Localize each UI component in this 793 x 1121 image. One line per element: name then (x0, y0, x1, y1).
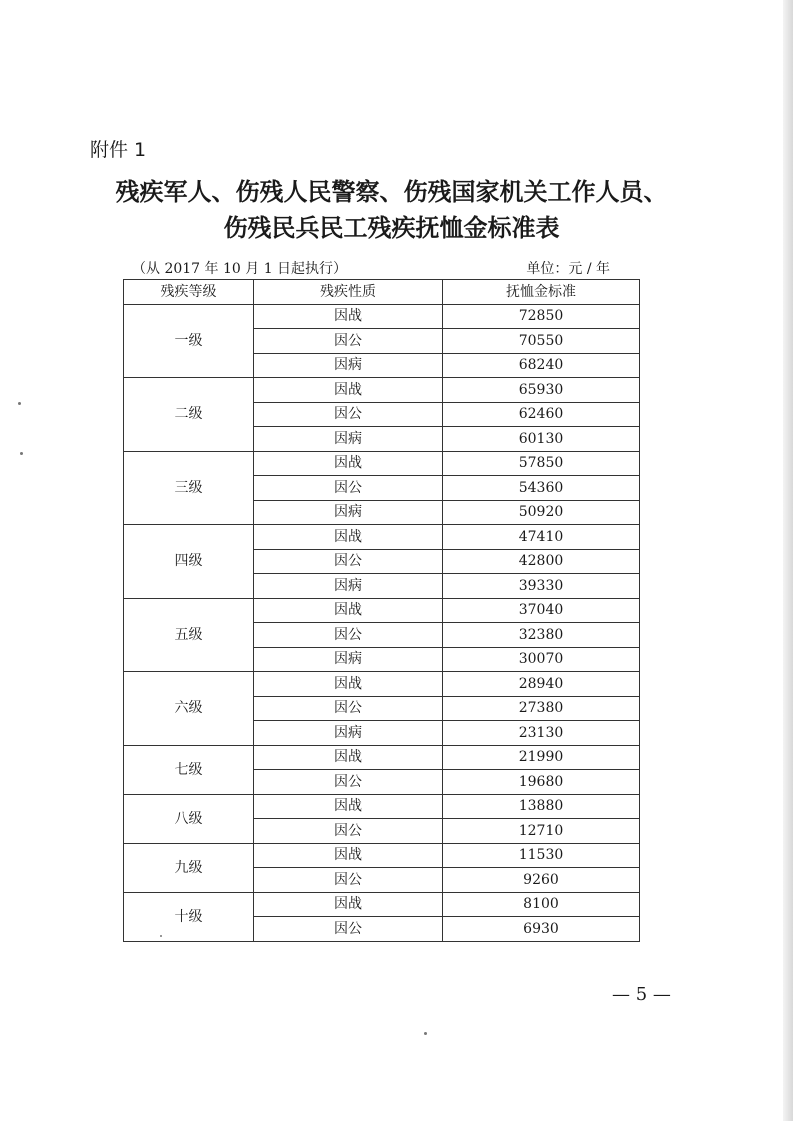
table-row (124, 451, 640, 476)
disability-nature-cell: 因战 (254, 672, 443, 697)
disability-nature-cell: 因公 (254, 819, 443, 844)
pension-amount-cell: 32380 (443, 623, 640, 648)
header-pension-amount: 抚恤金标准 (443, 280, 640, 305)
disability-level-cell: 四级 (124, 525, 254, 599)
table-row (124, 745, 640, 770)
effective-date-note: （从 2017 年 10 月 1 日起执行） (132, 261, 348, 277)
disability-level-cell: 八级 (124, 794, 254, 843)
table-header-row (124, 280, 640, 305)
table-row (124, 598, 640, 623)
scan-speck (424, 1032, 427, 1035)
pension-amount-cell: 23130 (443, 721, 640, 746)
table-row (124, 525, 640, 550)
pension-amount-cell: 54360 (443, 476, 640, 501)
scan-edge (783, 0, 793, 1121)
scan-speck (18, 402, 21, 405)
pension-amount-cell: 57850 (443, 451, 640, 476)
unit-note: 单位：元 / 年 (526, 261, 610, 277)
table-row (124, 843, 640, 868)
pension-amount-cell: 30070 (443, 647, 640, 672)
pension-amount-cell: 50920 (443, 500, 640, 525)
table-row (124, 304, 640, 329)
table-row (124, 794, 640, 819)
disability-level-cell: 一级 (124, 304, 254, 378)
pension-amount-cell: 12710 (443, 819, 640, 844)
pension-amount-cell: 11530 (443, 843, 640, 868)
attachment-label: 附件 1 (90, 139, 147, 161)
pension-amount-cell: 37040 (443, 598, 640, 623)
document-title-line-1: 残疾军人、伤残人民警察、伤残国家机关工作人员、 (115, 177, 668, 206)
disability-nature-cell: 因战 (254, 451, 443, 476)
table-row (124, 892, 640, 917)
disability-level-cell: 九级 (124, 843, 254, 892)
disability-level-cell: 五级 (124, 598, 254, 672)
header-disability-nature: 残疾性质 (254, 280, 443, 305)
disability-nature-cell: 因战 (254, 745, 443, 770)
disability-nature-cell: 因公 (254, 329, 443, 354)
document-title-line-2: 伤残民兵民工残疾抚恤金标准表 (223, 213, 560, 242)
table-caption-row (132, 258, 610, 278)
disability-nature-cell: 因病 (254, 574, 443, 599)
disability-nature-cell: 因公 (254, 696, 443, 721)
scan-speck (20, 452, 23, 455)
disability-nature-cell: 因公 (254, 402, 443, 427)
disability-nature-cell: 因战 (254, 892, 443, 917)
pension-amount-cell: 8100 (443, 892, 640, 917)
disability-nature-cell: 因公 (254, 868, 443, 893)
pension-amount-cell: 28940 (443, 672, 640, 697)
pension-amount-cell: 27380 (443, 696, 640, 721)
disability-nature-cell: 因战 (254, 378, 443, 403)
pension-amount-cell: 60130 (443, 427, 640, 452)
pension-amount-cell: 13880 (443, 794, 640, 819)
disability-level-cell: 七级 (124, 745, 254, 794)
table-row (124, 378, 640, 403)
pension-amount-cell: 21990 (443, 745, 640, 770)
disability-nature-cell: 因病 (254, 353, 443, 378)
disability-nature-cell: 因战 (254, 304, 443, 329)
pension-amount-cell: 62460 (443, 402, 640, 427)
pension-amount-cell: 68240 (443, 353, 640, 378)
table-body (124, 304, 640, 941)
pension-amount-cell: 47410 (443, 525, 640, 550)
disability-level-cell: 十级 (124, 892, 254, 941)
disability-nature-cell: 因病 (254, 721, 443, 746)
disability-nature-cell: 因病 (254, 427, 443, 452)
table-row (124, 672, 640, 697)
pension-amount-cell: 42800 (443, 549, 640, 574)
pension-amount-cell: 65930 (443, 378, 640, 403)
pension-amount-cell: 9260 (443, 868, 640, 893)
page-number: — 5 — (612, 984, 671, 1005)
disability-nature-cell: 因公 (254, 917, 443, 942)
disability-nature-cell: 因公 (254, 476, 443, 501)
disability-nature-cell: 因战 (254, 598, 443, 623)
disability-nature-cell: 因公 (254, 549, 443, 574)
disability-level-cell: 二级 (124, 378, 254, 452)
disability-nature-cell: 因战 (254, 794, 443, 819)
disability-level-cell: 三级 (124, 451, 254, 525)
disability-nature-cell: 因公 (254, 623, 443, 648)
scan-speck (160, 935, 162, 937)
disability-nature-cell: 因病 (254, 647, 443, 672)
pension-amount-cell: 6930 (443, 917, 640, 942)
disability-nature-cell: 因公 (254, 770, 443, 795)
disability-nature-cell: 因战 (254, 843, 443, 868)
disability-level-cell: 六级 (124, 672, 254, 746)
pension-amount-cell: 39330 (443, 574, 640, 599)
pension-amount-cell: 70550 (443, 329, 640, 354)
pension-amount-cell: 72850 (443, 304, 640, 329)
pension-standard-table (123, 279, 640, 942)
pension-amount-cell: 19680 (443, 770, 640, 795)
disability-nature-cell: 因病 (254, 500, 443, 525)
disability-nature-cell: 因战 (254, 525, 443, 550)
header-disability-level: 残疾等级 (124, 280, 254, 305)
